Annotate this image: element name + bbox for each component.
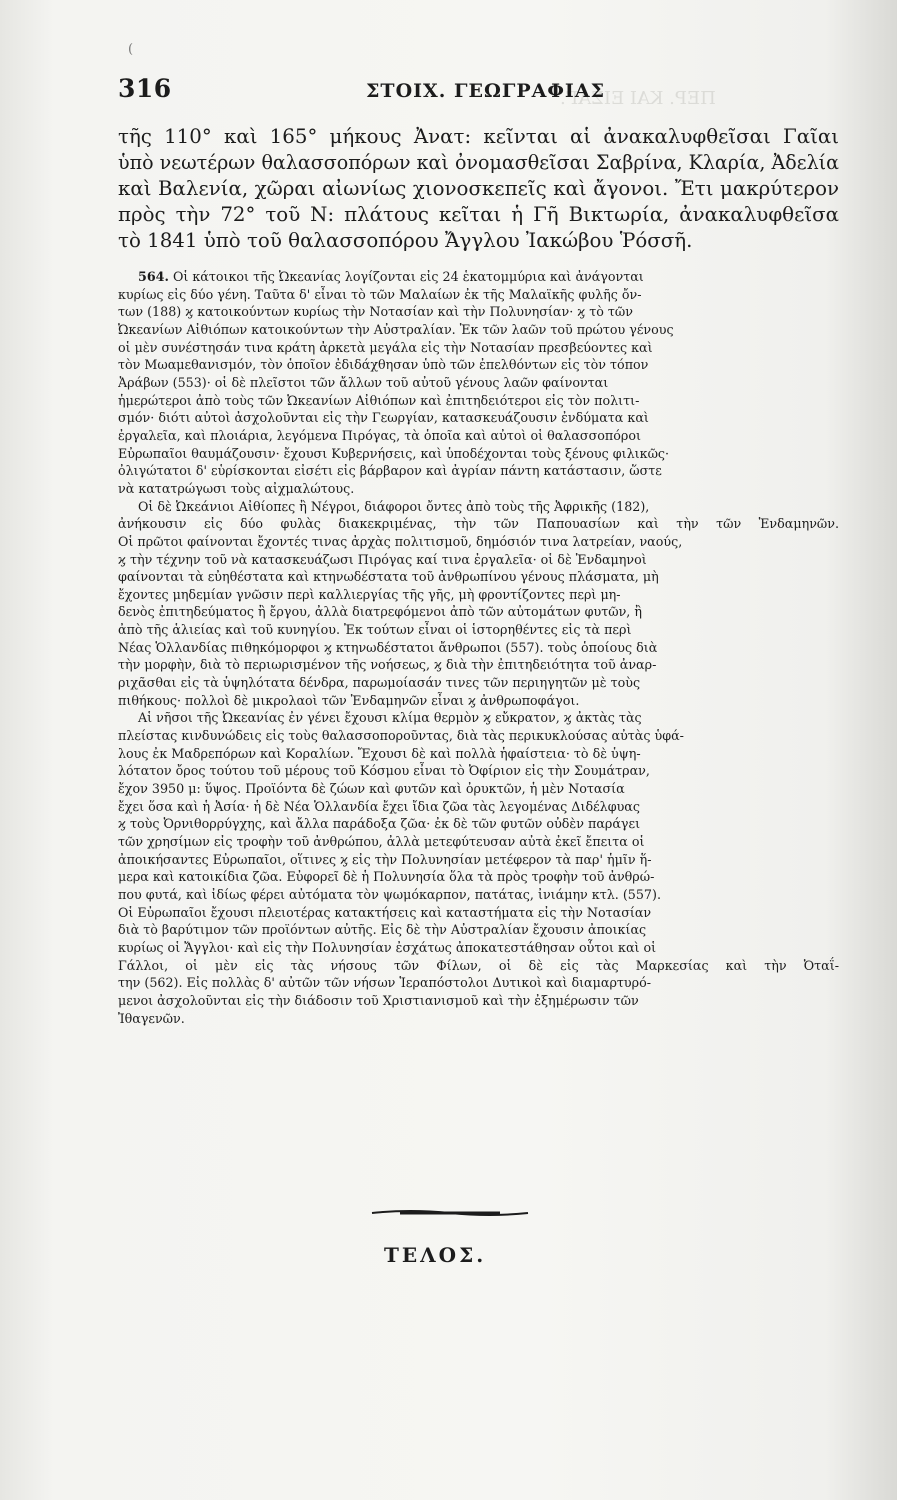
text-line: μερα καὶ κατοικίδια ζῶα. Εὐφορεῖ δὲ ἡ Πολυνησία ὅλα τὰ πρὸς τροφὴν τοῦ ἀνθρώ- <box>118 869 655 885</box>
text-line: πρὸς τὴν 72° τοῦ Ν: πλάτους κεῖται ἡ Γῆ Βικτωρία, ἀνακαλυφθεῖσα <box>118 203 839 227</box>
text-line: τῶν χρησίμων εἰς τροφὴν τοῦ ἀνθρώπου, ἀλλὰ μετεφύτευσαν αὐτὰ ἐκεῖ ἔπειτα οἱ <box>118 834 645 849</box>
text-line: Ἰθαγενῶν. <box>118 1010 185 1026</box>
decorative-rule <box>370 1208 530 1218</box>
margin-mark: ( <box>128 42 134 57</box>
text-line: την (562). Εἰς πολλὰς δ' αὐτῶν τῶν νήσων Ἱεραπόστολοι Δυτικοὶ καὶ διαμαρτυρό- <box>118 975 652 991</box>
text-line: ἔχοντες μηδεμίαν γνῶσιν περὶ καλλιεργίας τῆς γῆς, μὴ φροντίζοντες περὶ μη- <box>118 586 621 602</box>
text-line: κυρίως οἱ Ἄγγλοι· καὶ εἰς τὴν Πολυνησίαν ἐσχάτως ἀποκατεστάθησαν οὗτοι καὶ οἱ <box>118 939 657 955</box>
text-line: Οἱ πρῶτοι φαίνονται ἔχοντές τινας ἀρχὰς πολιτισμοῦ, δημόσιόν τινα λατρείαν, ναούς, <box>118 533 683 549</box>
page-number: 316 <box>118 74 172 103</box>
text-line: Οἱ δὲ Ὠκεάνιοι Αἰθίοπες ἢ Νέγροι, διάφοροι ὄντες ἀπὸ τοὺς τῆς Ἀφρικῆς (182), <box>138 498 650 514</box>
text-line: ἀποικήσαντες Εὐρωπαῖοι, οἵτινες ϗ εἰς τὴν Πολυνησίαν μετέφερον τὰ παρ' ἡμῖν ἥ- <box>118 851 652 867</box>
text-line: Ἀράβων (553)· οἱ δὲ πλεῖστοι τῶν ἄλλων τοῦ αὐτοῦ γένους λαῶν φαίνονται <box>118 374 609 390</box>
opening-paragraph <box>118 124 839 254</box>
text-line: ϗ τὴν τέχνην τοῦ νὰ κατασκευάζωσι Πιρόγας καί τινα ἐργαλεῖα· οἱ δὲ Ἐνδαμηνοὶ <box>118 551 647 567</box>
text-line: Ὠκεανίων Αἰθιόπων κατοικούντων τὴν Αὐστραλίαν. Ἐκ τῶν λαῶν τοῦ πρώτου γένους <box>118 321 674 337</box>
text-line: ὑπὸ νεωτέρων θαλασσοπόρων καὶ ὀνομασθεῖσαι Σαβρίνα, Κλαρία, Ἀδελία <box>118 151 839 175</box>
text-line: των (188) ϗ κατοικούντων κυρίως τὴν Νοτασίαν καὶ τὴν Πολυνησίαν· ϗ τὸ τῶν <box>118 304 633 320</box>
running-title: ΣΤΟΙΧ. ΓΕΩΓΡΑΦΙΑΣ <box>366 80 605 102</box>
text-line: διὰ τὸ βαρύτιμον τῶν προϊόντων αὐτῆς. Εἰς δὲ τὴν Αὐστραλίαν ἔχουσιν ἀποικίας <box>118 922 647 938</box>
text-line: κυρίως εἰς δύο γένη. Ταῦτα δ' εἶναι τὸ τῶν Μαλαίων ἐκ τῆς Μαλαϊκῆς φυλῆς ὄν- <box>118 286 642 302</box>
text-line: Εὐρωπαῖοι θαυμάζουσιν· ἔχουσι Κυβερνήσεις, καὶ ὑποδέχονται τοὺς ξένους φιλικῶς· <box>118 445 670 461</box>
text-line: που φυτά, καὶ ἰδίως φέρει αὐτόματα τὸν ψωμόκαρπον, πατάτας, ἰνιάμην κτλ. (557). <box>118 886 661 902</box>
text-line: Γάλλοι, οἱ μὲν εἰς τὰς νήσους τῶν Φίλων, οἱ δὲ εἰς τὰς Μαρκεσίας καὶ τὴν Ὀταΐ- <box>118 957 839 973</box>
text-line: τὸ 1841 ὑπὸ τοῦ θαλασσοπόρου Ἄγγλου Ἰακώβου Ῥόσσῆ. <box>118 229 693 253</box>
text-line: λότατον ὄρος τούτου τοῦ μέρους τοῦ Κόσμου εἶναι τὸ Ὀφίριον εἰς τὴν Σουμάτραν, <box>118 763 650 779</box>
text-line: ὀλιγώτατοι δ' εὑρίσκονται εἰσέτι εἰς βάρβαρον καὶ ἀγρίαν πάντη κατάστασιν, ὥστε <box>118 463 662 479</box>
text-line: νὰ κατατρώγωσι τοὺς αἰχμαλώτους. <box>118 480 355 496</box>
section-number: 564. <box>138 269 169 284</box>
text-line: καὶ Βαλενία, χῶραι αἰωνίως χιονοσκεπεῖς καὶ ἄγονοι. Ἔτι μακρύτερον <box>118 177 839 201</box>
text-line: ἔχον 3950 μ: ὕψος. Προϊόντα δὲ ζώων καὶ φυτῶν καὶ ὀρυκτῶν, ἡ μὲν Νοτασία <box>118 781 625 797</box>
text-line: ἐργαλεῖα, καὶ πλοιάρια, λεγόμενα Πιρόγας, τὰ ὁποῖα καὶ αὐτοὶ οἱ θαλασσοπόροι <box>118 427 641 443</box>
page-header <box>118 74 838 108</box>
text-line: τῆς 110° καὶ 165° μήκους Ἀνατ: κεῖνται αἱ ἀνακαλυφθεῖσαι Γαῖαι <box>118 125 839 148</box>
body-text <box>118 268 839 1027</box>
text-line: λους ἐκ Μαδρεπόρων καὶ Κοραλίων. Ἔχουσι δὲ καὶ πολλὰ ἡφαίστεια· τὸ δὲ ὑψη- <box>118 745 641 761</box>
text-line: τὴν μορφὴν, διὰ τὸ περιωρισμένον τῆς νοήσεως, ϗ διὰ τὴν ἐπιτηδειότητα τοῦ ἀναρ- <box>118 657 657 673</box>
text-line: σμόν· διότι αὐτοὶ ἀσχολοῦνται εἰς τὴν Γεωργίαν, κατασκευάζουσιν ἐνδύματα καὶ <box>118 410 649 426</box>
text-line: ἡμερώτεροι ἀπὸ τοὺς τῶν Ὠκεανίων Αἰθιόπων καὶ ἐπιτηδειότεροι εἰς τὸν πολιτι- <box>118 392 640 408</box>
text-line: Νέας Ὁλλανδίας πιθηκόμορφοι ϗ κτηνωδέστατοι ἄνθρωποι (557). τοὺς ὁποίους διὰ <box>118 639 658 655</box>
text-line: πιθήκους· πολλοὶ δὲ μικρολαοὶ τῶν Ἐνδαμηνῶν εἶναι ϗ ἀνθρωποφάγοι. <box>118 692 580 708</box>
section-first-line <box>118 268 839 286</box>
text-line: δενὸς ἐπιτηδεύματος ἢ ἔργου, ἀλλὰ διατρεφόμενοι ἀπὸ τῶν αὐτομάτων φυτῶν, ἢ <box>118 604 642 620</box>
text-line: Οἱ κάτοικοι τῆς Ὠκεανίας λογίζονται εἰς 24 ἑκατομμύρια καὶ ἀνάγονται <box>172 269 644 284</box>
bleed-through-text: ΠΕΡ. ΚΑΙ ΕΙΣΑΓ. <box>560 88 716 109</box>
text-line: οἱ μὲν συνέστησάν τινα κράτη ἀρκετὰ μεγάλα εἰς τὴν Νοτασίαν πρεσβεύοντες καὶ <box>118 339 653 355</box>
text-line: ριχᾶσθαι εἰς τὰ ὑψηλότατα δένδρα, παρωμοίασάν τινες τῶν περιηγητῶν μὲ τοὺς <box>118 675 641 691</box>
text-line: Οἱ Εὐρωπαῖοι ἔχουσι πλειοτέρας κατακτήσεις καὶ καταστήματα εἰς τὴν Νοτασίαν <box>118 904 652 920</box>
text-line: ἀνήκουσιν εἰς δύο φυλὰς διακεκριμένας, τὴν τῶν Παπουασίων καὶ τὴν τῶν Ἐνδαμηνῶν. <box>118 516 839 532</box>
text-line: ἀπὸ τῆς ἁλιείας καὶ τοῦ κυνηγίου. Ἐκ τούτων εἶναι οἱ ἱστορηθέντες εἰς τὰ περὶ <box>118 622 632 638</box>
end-mark: ΤΕΛΟΣ. <box>384 1243 487 1267</box>
text-line: τὸν Μωαμεθανισμόν, τὸν ὁποῖον ἐδιδάχθησαν ὑπὸ τῶν ἐπελθόντων εἰς τὸν τόπον <box>118 357 649 373</box>
text-line: πλείστας κινδυνώδεις εἰς τοὺς θαλασσοποροῦντας, διὰ τὰς περικυκλούσας αὐτὰς ὑφά- <box>118 728 684 744</box>
text-line: μενοι ἀσχολοῦνται εἰς τὴν διάδοσιν τοῦ Χριστιανισμοῦ καὶ τὴν ἐξημέρωσιν τῶν <box>118 992 639 1008</box>
text-line: ἔχει ὅσα καὶ ἡ Ἀσία· ἡ δὲ Νέα Ὁλλανδία ἔχει ἴδια ζῶα τὰς λεγομένας Διδέλφυας <box>118 798 640 814</box>
text-line: Αἱ νῆσοι τῆς Ὠκεανίας ἐν γένει ἔχουσι κλίμα θερμὸν ϗ εὔκρατον, ϗ ἀκτὰς τὰς <box>138 710 642 726</box>
text-line: ϗ τοὺς Ὀρνιθορρύγχης, καὶ ἄλλα παράδοξα ζῶα· ἐκ δὲ τῶν φυτῶν οὐδὲν παράγει <box>118 816 641 832</box>
text-line: φαίνονται τὰ εὐηθέστατα καὶ κτηνωδέστατα τοῦ ἀνθρωπίνου γένους πλάσματα, μὴ <box>118 569 659 585</box>
